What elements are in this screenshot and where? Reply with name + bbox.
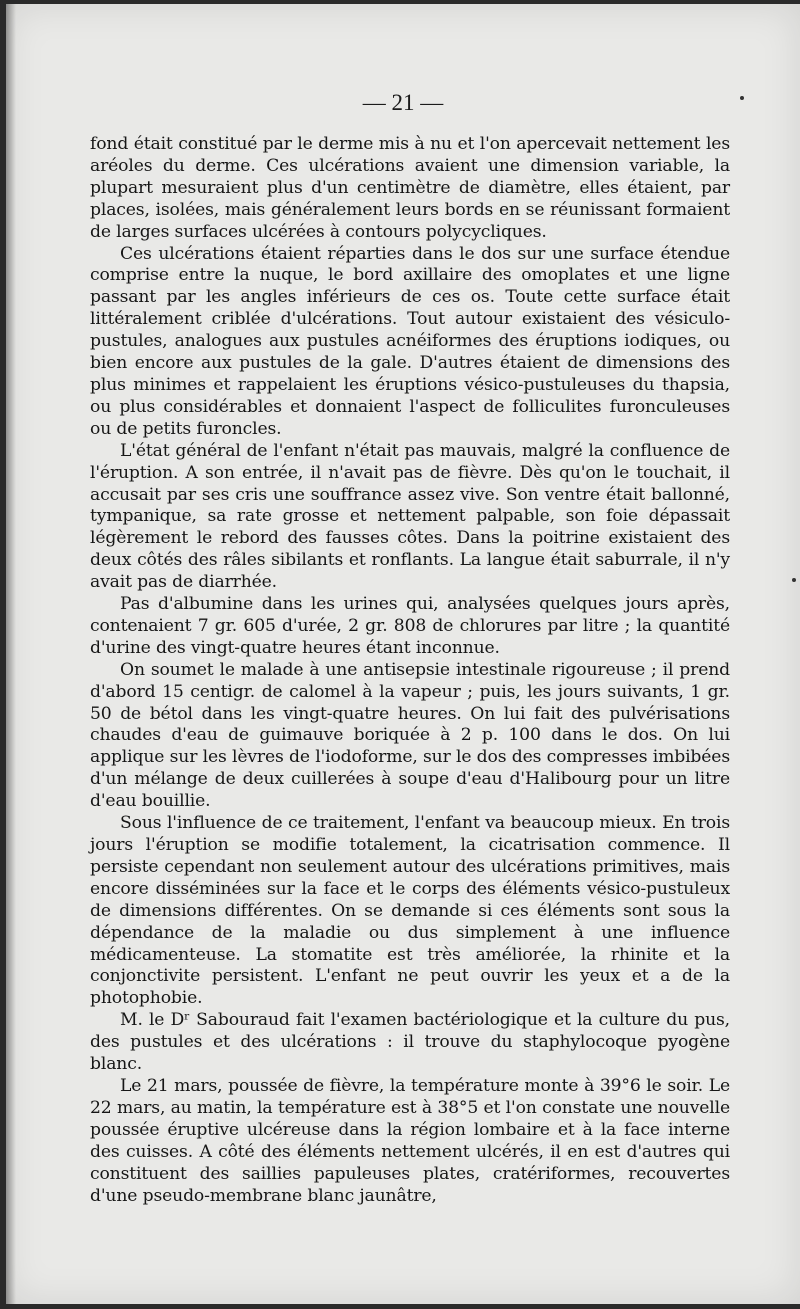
page-edge-shadow [6, 4, 16, 1304]
paragraph: Le 21 mars, poussée de fièvre, la température monte à 39°6 le soir. Le 22 mars, au matin, la température est à 38°5 et l'on constate une nouvelle poussée éruptive ulcéreuse dans la région lombaire et à la face interne des cuisses. A côté des éléments nettement ulcérés, il en est d'autres qui constituent des saillies papuleuses plates, cratériformes, recouvertes d'une pseudo-membrane blanc jaunâtre, [90, 1075, 730, 1206]
paragraph: L'état général de l'enfant n'était pas mauvais, malgré la confluence de l'éruption. A son entrée, il n'avait pas de fièvre. Dès qu'on le touchait, il accusait par ses cris une souffrance assez vive. Son ventre était ballonné, tympanique, sa rate grosse et nettement palpable, son foie dépassait légèrement le rebord des fausses côtes. Dans la poitrine existaient des deux côtés des râles sibilants et ronflants. La langue était saburrale, il n'y avait pas de diarrhée. [90, 440, 730, 593]
paragraph: Ces ulcérations étaient réparties dans le dos sur une surface étendue comprise entre la nuque, le bord axillaire des omoplates et une ligne passant par les angles inférieurs de ces os. Toute cette surface était littéralement criblée d'ulcérations. Tout autour existaient des vésiculo-pustules, analogues aux pustules acnéiformes des éruptions iodiques, ou bien encore aux pustules de la gale. D'autres étaient de dimensions des plus minimes et rappelaient les éruptions vésico-pustuleuses du thapsia, ou plus considérables et donnaient l'aspect de folliculites furonculeuses ou de petits furoncles. [90, 243, 730, 439]
paragraph: On soumet le malade à une antisepsie intestinale rigoureuse ; il prend d'abord 15 centigr. de calomel à la vapeur ; puis, les jours suivants, 1 gr. 50 de bétol dans les vingt-quatre heures. On lui fait des pulvérisations chaudes d'eau de guimauve boriquée à 2 p. 100 dans le dos. On lui applique sur les lèvres de l'iodoforme, sur le dos des compresses imbibées d'un mélange de deux cuillerées à soupe d'eau d'Halibourg pour un litre d'eau bouillie. [90, 659, 730, 812]
paragraph: fond était constitué par le derme mis à nu et l'on apercevait nettement les aréoles du derme. Ces ulcérations avaient une dimension variable, la plupart mesuraient plus d'un centimètre de diamètre, elles étaient, par places, isolées, mais généralement leurs bords en se réunissant formaient de larges surfaces ulcérées à contours polycycliques. [90, 134, 730, 242]
paragraph: Pas d'albumine dans les urines qui, analysées quelques jours après, contenaient 7 gr. 605 d'urée, 2 gr. 808 de chlorures par litre ; la quantité d'urine des vingt-quatre heures étant inconnue. [90, 594, 730, 658]
paragraph: Sous l'influence de ce traitement, l'enfant va beaucoup mieux. En trois jours l'éruption se modifie totalement, la cicatrisation commence. Il persiste cependant non seulement autour des ulcérations primitives, mais encore disséminées sur la face et le corps des éléments vésico-pustuleux de dimensions différentes. On se demande si ces éléments sont sous la dépendance de la maladie ou dus simplement à une influence médicamenteuse. La stomatite est très améliorée, la rhinite et la conjonctivite persistent. L'enfant ne peut ouvrir les yeux et a de la photophobie. [90, 813, 730, 1009]
page-text [90, 134, 730, 1207]
paragraph: M. le Dʳ Sabouraud fait l'examen bactériologique et la culture du pus, des pustules et des ulcérations : il trouve du staphylocoque pyogène blanc. [90, 1010, 730, 1075]
print-speck [792, 578, 796, 582]
book-page [6, 4, 800, 1304]
page-number: — 21 — [362, 90, 444, 115]
